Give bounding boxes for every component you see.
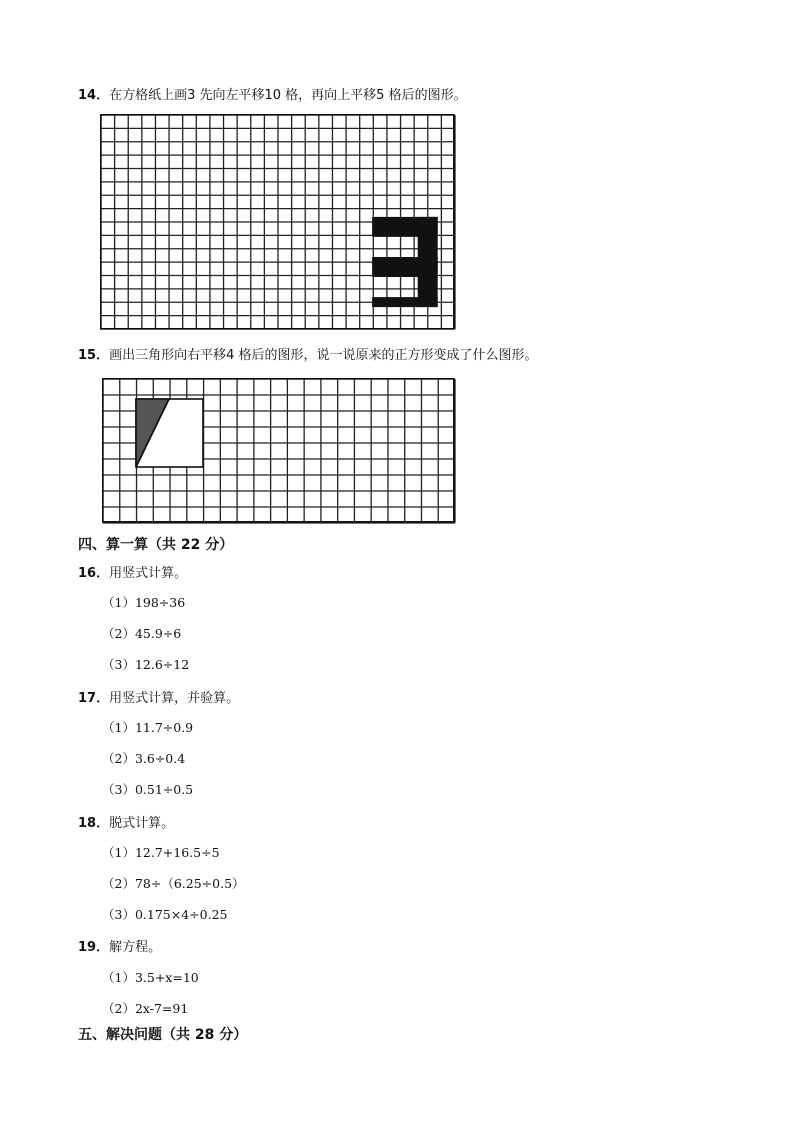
- question-18-item-1: （1）12.7+16.5÷5: [102, 845, 220, 860]
- question-16-item-2: （2）45.9÷6: [102, 626, 182, 641]
- question-17-item-2: （2）3.6÷0.4: [102, 751, 186, 766]
- question-text: 用竖式计算。: [109, 566, 188, 581]
- three-right-bar: [418, 217, 438, 307]
- question-number: 14．: [78, 88, 110, 103]
- question-number: 18．: [78, 816, 110, 831]
- question-text: 在方格纸上画3 先向左平移10 格，再向上平移5 格后的图形。: [109, 88, 467, 103]
- question-17-item-1: （1）11.7÷0.9: [102, 720, 194, 735]
- question-14: [78, 84, 467, 103]
- question-16-item-3: （3）12.6÷12: [102, 657, 190, 672]
- question-text: 用竖式计算，并验算。: [109, 691, 240, 706]
- question-number: 15．: [78, 348, 110, 363]
- question-18: [78, 812, 174, 831]
- question-16-item-1: （1）198÷36: [102, 595, 186, 610]
- question-19-item-2: （2）2x-7=91: [102, 1001, 189, 1016]
- question-text: 解方程。: [109, 940, 162, 955]
- question-18-item-2: （2）78÷（6.25÷0.5）: [102, 876, 245, 891]
- question-text: 画出三角形向右平移4 格后的图形，说一说原来的正方形变成了什么图形。: [109, 348, 538, 363]
- grid-14: [100, 114, 456, 330]
- question-16: [78, 562, 187, 581]
- section-5-title: 五、解决问题（共 28 分）: [78, 1027, 248, 1043]
- section-4-title: 四、算一算（共 22 分）: [78, 537, 234, 553]
- question-number: 19．: [78, 940, 110, 955]
- question-19-item-1: （1）3.5+x=10: [102, 970, 199, 985]
- question-number: 16．: [78, 566, 110, 581]
- question-19: [78, 936, 161, 955]
- question-17-item-3: （3）0.51÷0.5: [102, 782, 194, 797]
- question-18-item-3: （3）0.175×4÷0.25: [102, 907, 228, 922]
- grid-15: [102, 378, 456, 524]
- question-text: 脱式计算。: [109, 816, 175, 831]
- question-15: [78, 344, 538, 363]
- question-17: [78, 687, 239, 706]
- question-number: 17．: [78, 691, 110, 706]
- digit-three-shape: [372, 217, 438, 307]
